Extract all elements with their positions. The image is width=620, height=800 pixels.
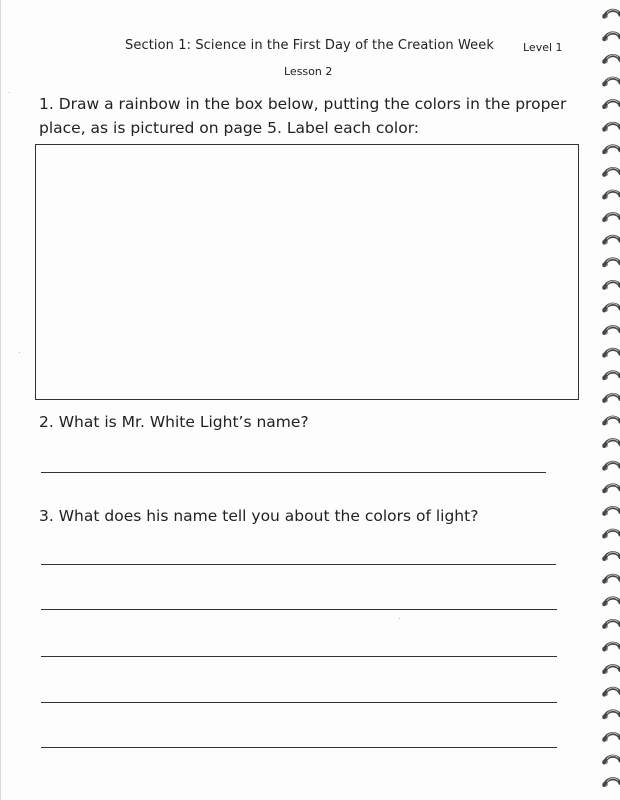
paper-speck (19, 352, 20, 353)
question-1-line-2: place, as is pictured on page 5. Label each color: (39, 119, 420, 137)
binding-coil (602, 10, 620, 19)
binding-coil (602, 236, 620, 245)
binding-coil (602, 643, 620, 652)
question-2 (39, 410, 309, 434)
binding-coil (602, 281, 620, 290)
binding-coil (602, 688, 620, 697)
binding-coil (602, 213, 620, 222)
binding-coil (602, 665, 620, 674)
binding-coil (602, 123, 620, 132)
binding-coil (602, 145, 620, 154)
binding-coil (602, 575, 620, 584)
answer-line-question-3-4[interactable] (41, 702, 557, 703)
binding-coil (602, 168, 620, 177)
binding-coil (602, 394, 620, 403)
binding-coil (602, 462, 620, 471)
spiral-binding-icon (596, 0, 620, 800)
answer-line-question-3-1[interactable] (41, 564, 556, 565)
answer-line-question-3-2[interactable] (41, 609, 557, 610)
binding-coil (602, 733, 620, 742)
binding-coil (602, 349, 620, 358)
question-1 (39, 92, 566, 140)
binding-coil (602, 191, 620, 200)
binding-coil (602, 597, 620, 606)
binding-coil (602, 371, 620, 380)
paper-speck (9, 92, 10, 93)
rainbow-drawing-box[interactable] (35, 144, 579, 400)
question-2-text: 2. What is Mr. White Light’s name? (39, 413, 309, 431)
answer-line-question-3-5[interactable] (41, 747, 557, 748)
binding-coil (602, 620, 620, 629)
binding-coil (602, 32, 620, 41)
binding-coil (602, 417, 620, 426)
binding-coil (602, 530, 620, 539)
binding-coil (602, 507, 620, 516)
binding-coil (602, 100, 620, 109)
paper-speck (399, 618, 400, 619)
binding-coil (602, 778, 620, 787)
binding-coil (602, 756, 620, 765)
binding-coil (602, 484, 620, 493)
question-3 (39, 504, 478, 528)
question-3-text: 3. What does his name tell you about the colors of light? (39, 507, 479, 525)
section-title: Section 1: Science in the First Day of the Creation Week (125, 38, 494, 53)
binding-coil (602, 55, 620, 64)
question-1-line-1: 1. Draw a rainbow in the box below, putting the colors in the proper (39, 95, 567, 113)
binding-coil (602, 78, 620, 87)
level-label: Level 1 (523, 41, 563, 54)
binding-coil (602, 326, 620, 335)
binding-coil (602, 258, 620, 267)
binding-coil (602, 304, 620, 313)
answer-line-question-3-3[interactable] (41, 656, 557, 657)
answer-line-question-2[interactable] (41, 472, 546, 473)
lesson-label: Lesson 2 (284, 65, 333, 78)
binding-coil (602, 439, 620, 448)
binding-coil (602, 552, 620, 561)
binding-coil (602, 710, 620, 719)
